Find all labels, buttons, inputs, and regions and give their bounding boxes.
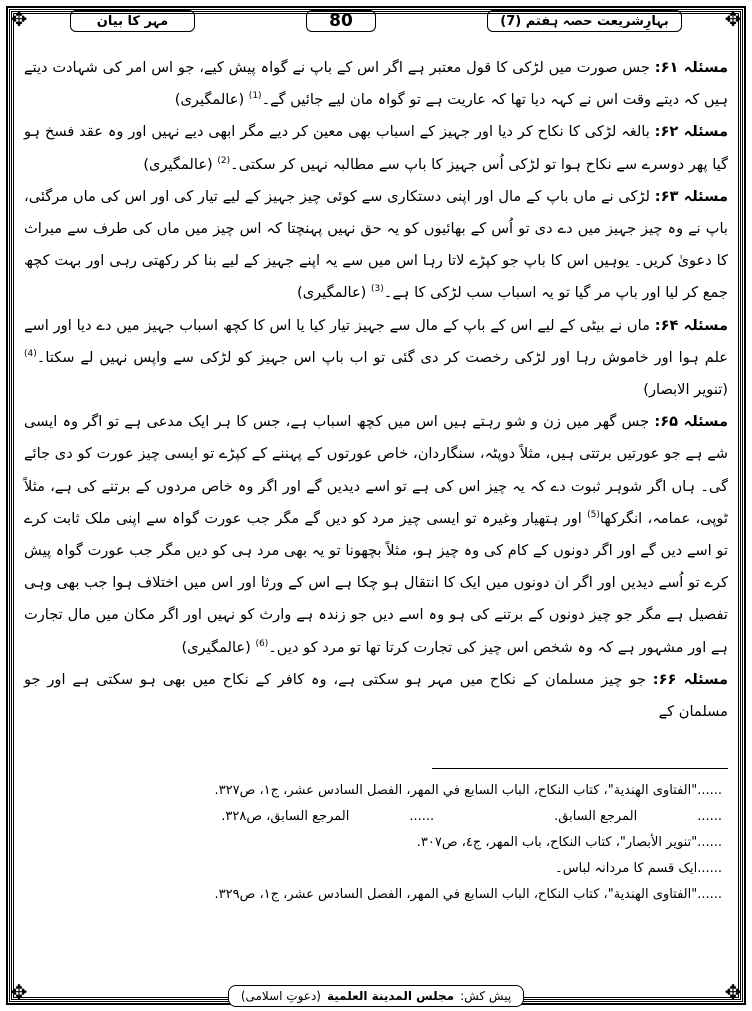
footer-suffix: (دعوتِ اسلامی) [240,989,321,1003]
masala-text-continued: اور ہتھیار وغیرہ تو ایسی چیز مرد کو دیں گے مگر جب عورت گواہ سے اپنی ملک ثابت کرے تو اسے دیں گے اور اگر دونوں کے کام کی وہ چیز ہو، مثلاً بچھونا تو یہ بھی مرد ہی کو دیں مگر جب عورت گواہ پیش کرے تو اُسے دیدیں اور اگر ان دونوں میں ایک کا انتقال ہو چکا ہے اس کے ورثا اور اس میں اختلاف ہوا جب بھی وہی تفصیل ہے مگر جو چیز دونوں کے برتنے کی ہو وہ اسے دیں جو زندہ ہے وارث کو نہیں اور اگر مکان میں مال تجارت ہے اور مشہور ہے کہ وہ شخص اس چیز کی تجارت کرتا تھا تو مرد کو دیں۔ [24,509,728,656]
masala-paragraph [24,181,728,310]
footnote-ref: (4) [24,348,37,359]
corner-ornament-icon: ✥ [10,980,28,1004]
masala-label: مسئلہ ۶۵: [654,413,729,431]
masala-paragraph [24,116,728,180]
footnote-ref: (6) [255,638,269,649]
corner-ornament-icon: ✥ [10,7,28,31]
masala-paragraph [24,406,728,664]
masala-paragraph [24,664,728,728]
masala-paragraph [24,52,728,116]
masala-text: بالغہ لڑکی کا نکاح کر دیا اور جہیز کے اسباب بھی معین کر دیے مگر ابھی دیے نہیں اور وہ عقد فسخ ہو گیا پھر دوسرے سے نکاح ہوا تو لڑکی اُس جہیز کا باپ سے مطالبہ نہیں کر سکتی۔ [24,123,728,173]
footnote: ......"الفتاوى الهندية"، كتاب النكاح، الباب السابع في المهر، الفصل السادس عشر، ج١، ص٣٢٧. [214,783,722,798]
book-title: بہارِشریعت حصہ ہفتم (7) [487,10,682,32]
masala-source: (تنویر الابصار) [643,381,728,399]
footnotes [32,778,722,908]
publisher-name: مجلس المدينة العلمية [326,989,455,1003]
footnote-text: "الفتاوى الهندية"، كتاب النكاح، الباب السابع في المهر، الفصل السادس عشر، ج١، ص٣٢٧. [214,783,698,798]
masala-label: مسئلہ ۶۱: [654,59,728,76]
footnote-ref: (5) [587,509,600,520]
masala-label: مسئلہ ۶۶: [652,670,729,688]
publisher-box [228,985,524,1007]
footnote-divider [432,768,728,769]
footnote-text: "الفتاوى الهندية"، كتاب النكاح، الباب السابع في المهر، الفصل السادس عشر، ج١، ص٣٢٩. [214,887,698,902]
footnote-part: ......المرجع السابق. [554,809,722,824]
footnote-ref: (2) [217,155,231,166]
footnote-text: ایک قسم کا مردانہ لباس۔ [555,861,698,876]
corner-ornament-icon: ✥ [724,980,742,1004]
masala-label: مسئلہ ۶۴: [654,316,728,334]
main-text [24,52,728,728]
masala-text: جس گھر میں زن و شو رہتے ہیں اس میں کچھ اسباب ہے، جس کا ہر ایک مدعی ہے تو اگر وہ ایسی شے ہے جو عورتیں برتتی ہیں، مثلاً دوپٹہ، سنگاردان، خاص عورتوں کے پہننے کے کپڑے تو ایسی چیز عورت کو دی جائے گی۔ ہاں اگر شوہر ثبوت دے کہ یہ چیز اس کی ہے تو اسے دیدیں گے اور اگر وہ خاص مردوں کے برتنے کی ہے، مثلاً ٹوپی، عمامہ، انگرکھا [24,413,728,527]
corner-ornament-icon: ✥ [724,7,742,31]
footnote-text: المرجع السابق. [554,809,638,824]
masala-source: (عالمگیری) [297,284,367,302]
masala-text: ماں نے بیٹی کے لیے اس کے باپ کے مال سے جہیز تیار کیا یا اس کا کچھ اسباب جہیز میں دے دیا اور اسے علم ہوا اور خاموش رہا اور لڑکی رخصت کر دی گئی تو اب باپ اس جہیز کو لڑکی سے واپس نہیں لے سکتا۔ [24,316,728,366]
masala-text: جس صورت میں لڑکی کا قول معتبر ہے اگر اس کے باپ نے گواہ پیش کیے، جو اس امر کی شہادت دیتے ہیں کہ دیتے وقت اس نے کہہ دیا تھا کہ عاریت ہے تو گواہ مان لیے جائیں گے۔ [24,59,728,109]
footnote-part: ......المرجع السابق، ص٣٢٨. [221,809,435,824]
masala-label: مسئلہ ۶۳: [654,187,728,205]
masala-source: (عالمگیری) [174,91,245,109]
footnote-text: "تنوير الأبصار"، كتاب النكاح، باب المهر، ج٤، ص٣٠٧. [416,835,698,850]
footnote: ......"الفتاوى الهندية"، كتاب النكاح، الباب السابع في المهر، الفصل السادس عشر، ج١، ص٣٢٩. [214,887,722,902]
footnote-ref: (1) [248,91,262,102]
page-footer [0,985,752,1007]
footnote [32,804,722,830]
footnote: ......"تنوير الأبصار"، كتاب النكاح، باب المهر، ج٤، ص٣٠٧. [416,835,722,850]
page-number: 80 [306,10,376,32]
footer-prefix: پیش کش: [460,989,512,1003]
footnote-ref: (3) [371,284,384,295]
page-header [70,8,682,34]
masala-source: (عالمگیری) [143,155,213,173]
masala-paragraph [24,310,728,407]
footnote: ......ایک قسم کا مردانہ لباس۔ [555,861,722,876]
masala-source: (عالمگیری) [181,638,251,656]
masala-text: جو چیز مسلمان کے نکاح میں مہر ہو سکتی ہے، وہ کافر کے نکاح میں بھی ہو سکتی ہے اور جو مسلمان کے [24,670,728,721]
chapter-title: مہر کا بیان [70,10,195,32]
footnote-text: المرجع السابق، ص٣٢٨. [221,809,350,824]
masala-text: لڑکی نے ماں باپ کے مال اور اپنی دستکاری سے کوئی چیز جہیز کے لیے تیار کی اور اس کی ماں مرگئی، باپ نے وہ چیز جہیز میں دے دی تو اُس کے بھائیوں کو یہ حق نہیں پہنچتا کہ اس چیز میں ماں کی طرف سے میراث کا دعویٰ کریں۔ یوہیں اس کا باپ جو کپڑے لاتا رہا اس میں سے یہ اپنے جہیز کے لیے بنا کر رکھتی رہی اور بہت کچھ جمع کر لیا اور باپ مر گیا تو یہ اسباب سب لڑکی کا ہے۔ [24,187,728,302]
masala-label: مسئلہ ۶۲: [654,123,729,141]
